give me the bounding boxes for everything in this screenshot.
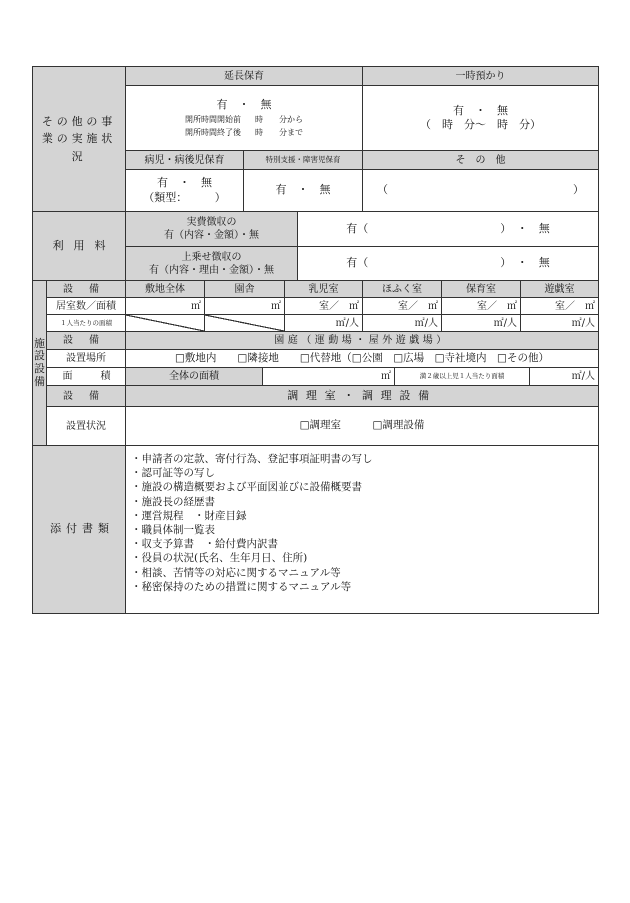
attachment-item: ・収支予算書 ・給付費内訳書: [131, 538, 278, 551]
temporary-care-cell: [362, 85, 599, 151]
kitchen-header: 調理室・調理設備: [125, 385, 599, 407]
per-child-infant[interactable]: ㎡/人: [284, 314, 363, 332]
application-form-table: [32, 66, 599, 614]
attachment-item: ・認可証等の写し: [131, 467, 215, 480]
location-options[interactable]: □敷地内 □隣接地 □代替地（□公園 □広場 □寺社境内 □その他）: [125, 349, 599, 368]
other-header: そ の 他: [362, 150, 599, 170]
attachment-item: ・相談、苦情等の対応に関するマニュアル等: [131, 566, 341, 579]
rooms-area-building[interactable]: ㎡: [204, 297, 285, 315]
extended-before-row: [185, 115, 303, 125]
total-area-label: 全体の面積: [125, 367, 263, 386]
col-site: 敷地全体: [125, 280, 205, 298]
col-building: 園舎: [204, 280, 285, 298]
sick-child-type[interactable]: （類型： ）: [143, 190, 226, 204]
attachment-item: ・申請者の定款、寄付行為、登記事項証明書の写し: [131, 453, 373, 465]
surcharge-label-line2: 有（内容・理由・金額）・無: [149, 264, 274, 276]
extended-after-row: [185, 128, 303, 138]
per-child-nursery[interactable]: ㎡/人: [441, 314, 521, 332]
attachment-item: ・役員の状況(氏名、生年月日、住所): [131, 552, 308, 565]
fees-label: 利用料: [32, 211, 126, 281]
attachments-list: [125, 445, 599, 614]
other-paren-open: （: [377, 183, 388, 197]
attachment-item: ・施設長の経歴書: [131, 495, 215, 508]
equipment-label-kitchen: 設 備: [46, 385, 126, 407]
rooms-area-playroom[interactable]: 室／ ㎡: [520, 297, 599, 315]
actual-cost-label-line2: 有（内容・金額）・無: [164, 230, 259, 241]
extended-before-time[interactable]: 時 分から: [255, 115, 303, 125]
yard-header: 園庭（運動場・屋外遊戯場）: [125, 331, 599, 350]
attachment-item: ・運営規程 ・財産目録: [131, 509, 247, 522]
extended-care-yes-no[interactable]: 有 ・ 無: [216, 97, 272, 111]
facilities-side-label: 施設設備: [32, 280, 47, 446]
per-child-area-label: １人当たりの面積: [46, 314, 126, 332]
rooms-area-nursery[interactable]: 室／ ㎡: [441, 297, 521, 315]
per-child-2yr-label: 満２歳以上児１人当たり面積: [394, 367, 530, 386]
extended-after-time[interactable]: 時 分まで: [255, 127, 303, 137]
sick-child-care-header: 病児・病後児保育: [125, 150, 244, 170]
per-child-site-na: [125, 314, 205, 332]
attachment-item: ・職員体制一覧表: [131, 524, 215, 537]
surcharge-label-line1: 上乗せ徴収の: [181, 251, 242, 263]
temporary-care-header: 一時預かり: [362, 66, 599, 86]
sick-child-yes-no[interactable]: 有 ・ 無: [157, 176, 212, 190]
rooms-area-label: 居室数／面積: [46, 297, 126, 315]
per-child-2yr-value[interactable]: ㎡/人: [529, 367, 599, 386]
surcharge-label: [125, 246, 298, 281]
sick-child-care-cell: [125, 169, 244, 212]
rooms-area-crawling[interactable]: 室／ ㎡: [362, 297, 442, 315]
per-child-building-na: [204, 314, 285, 332]
equipment-label-rooms: 設 備: [46, 280, 126, 298]
actual-cost-value[interactable]: 有（ ） ・ 無: [297, 211, 599, 247]
install-status-options[interactable]: □調理室 □調理設備: [125, 406, 599, 446]
attachment-item: ・秘密保持のための措置に関するマニュアル等: [131, 580, 352, 593]
attachments-items: [126, 446, 373, 594]
extended-after-label: 開所時間終了後: [185, 127, 241, 137]
col-crawling-room: ほふく室: [362, 280, 442, 298]
install-status-label: 設置状況: [46, 406, 126, 446]
other-paren-close: ）: [573, 183, 584, 197]
rooms-area-site[interactable]: ㎡: [125, 297, 205, 315]
extended-care-cell: [125, 85, 363, 151]
special-support-cell[interactable]: 有 ・ 無: [243, 169, 363, 212]
temporary-care-yes-no[interactable]: 有 ・ 無: [453, 103, 508, 117]
location-label: 設置場所: [46, 349, 126, 368]
col-nursery-room: 保育室: [441, 280, 521, 298]
per-child-crawling[interactable]: ㎡/人: [362, 314, 442, 332]
col-infant-room: 乳児室: [284, 280, 363, 298]
equipment-label-yard: 設 備: [46, 331, 126, 350]
extended-before-label: 開所時間開始前: [185, 115, 241, 125]
per-child-playroom[interactable]: ㎡/人: [520, 314, 599, 332]
special-support-header: 特別支援・障害児保育: [243, 150, 363, 170]
actual-cost-label-line1: 実費徴収の: [186, 217, 237, 228]
total-area-value[interactable]: ㎡: [262, 367, 395, 386]
surcharge-value[interactable]: 有（ ） ・ 無: [297, 246, 599, 281]
col-playroom: 遊戯室: [520, 280, 599, 298]
extended-care-header: 延長保育: [125, 66, 363, 86]
area-label: 面 積: [46, 367, 126, 386]
attachment-item: ・施設の構造概要および平面図並びに設備概要書: [131, 481, 362, 494]
other-cell[interactable]: [362, 169, 599, 212]
actual-cost-label: [125, 211, 298, 247]
attachments-label: 添付書類: [32, 445, 126, 614]
rooms-area-infant[interactable]: 室／ ㎡: [284, 297, 363, 315]
temporary-care-hours[interactable]: （ 時 分～ 時 分）: [420, 118, 541, 131]
other-services-label: その他の事業の実施状況: [32, 66, 126, 212]
